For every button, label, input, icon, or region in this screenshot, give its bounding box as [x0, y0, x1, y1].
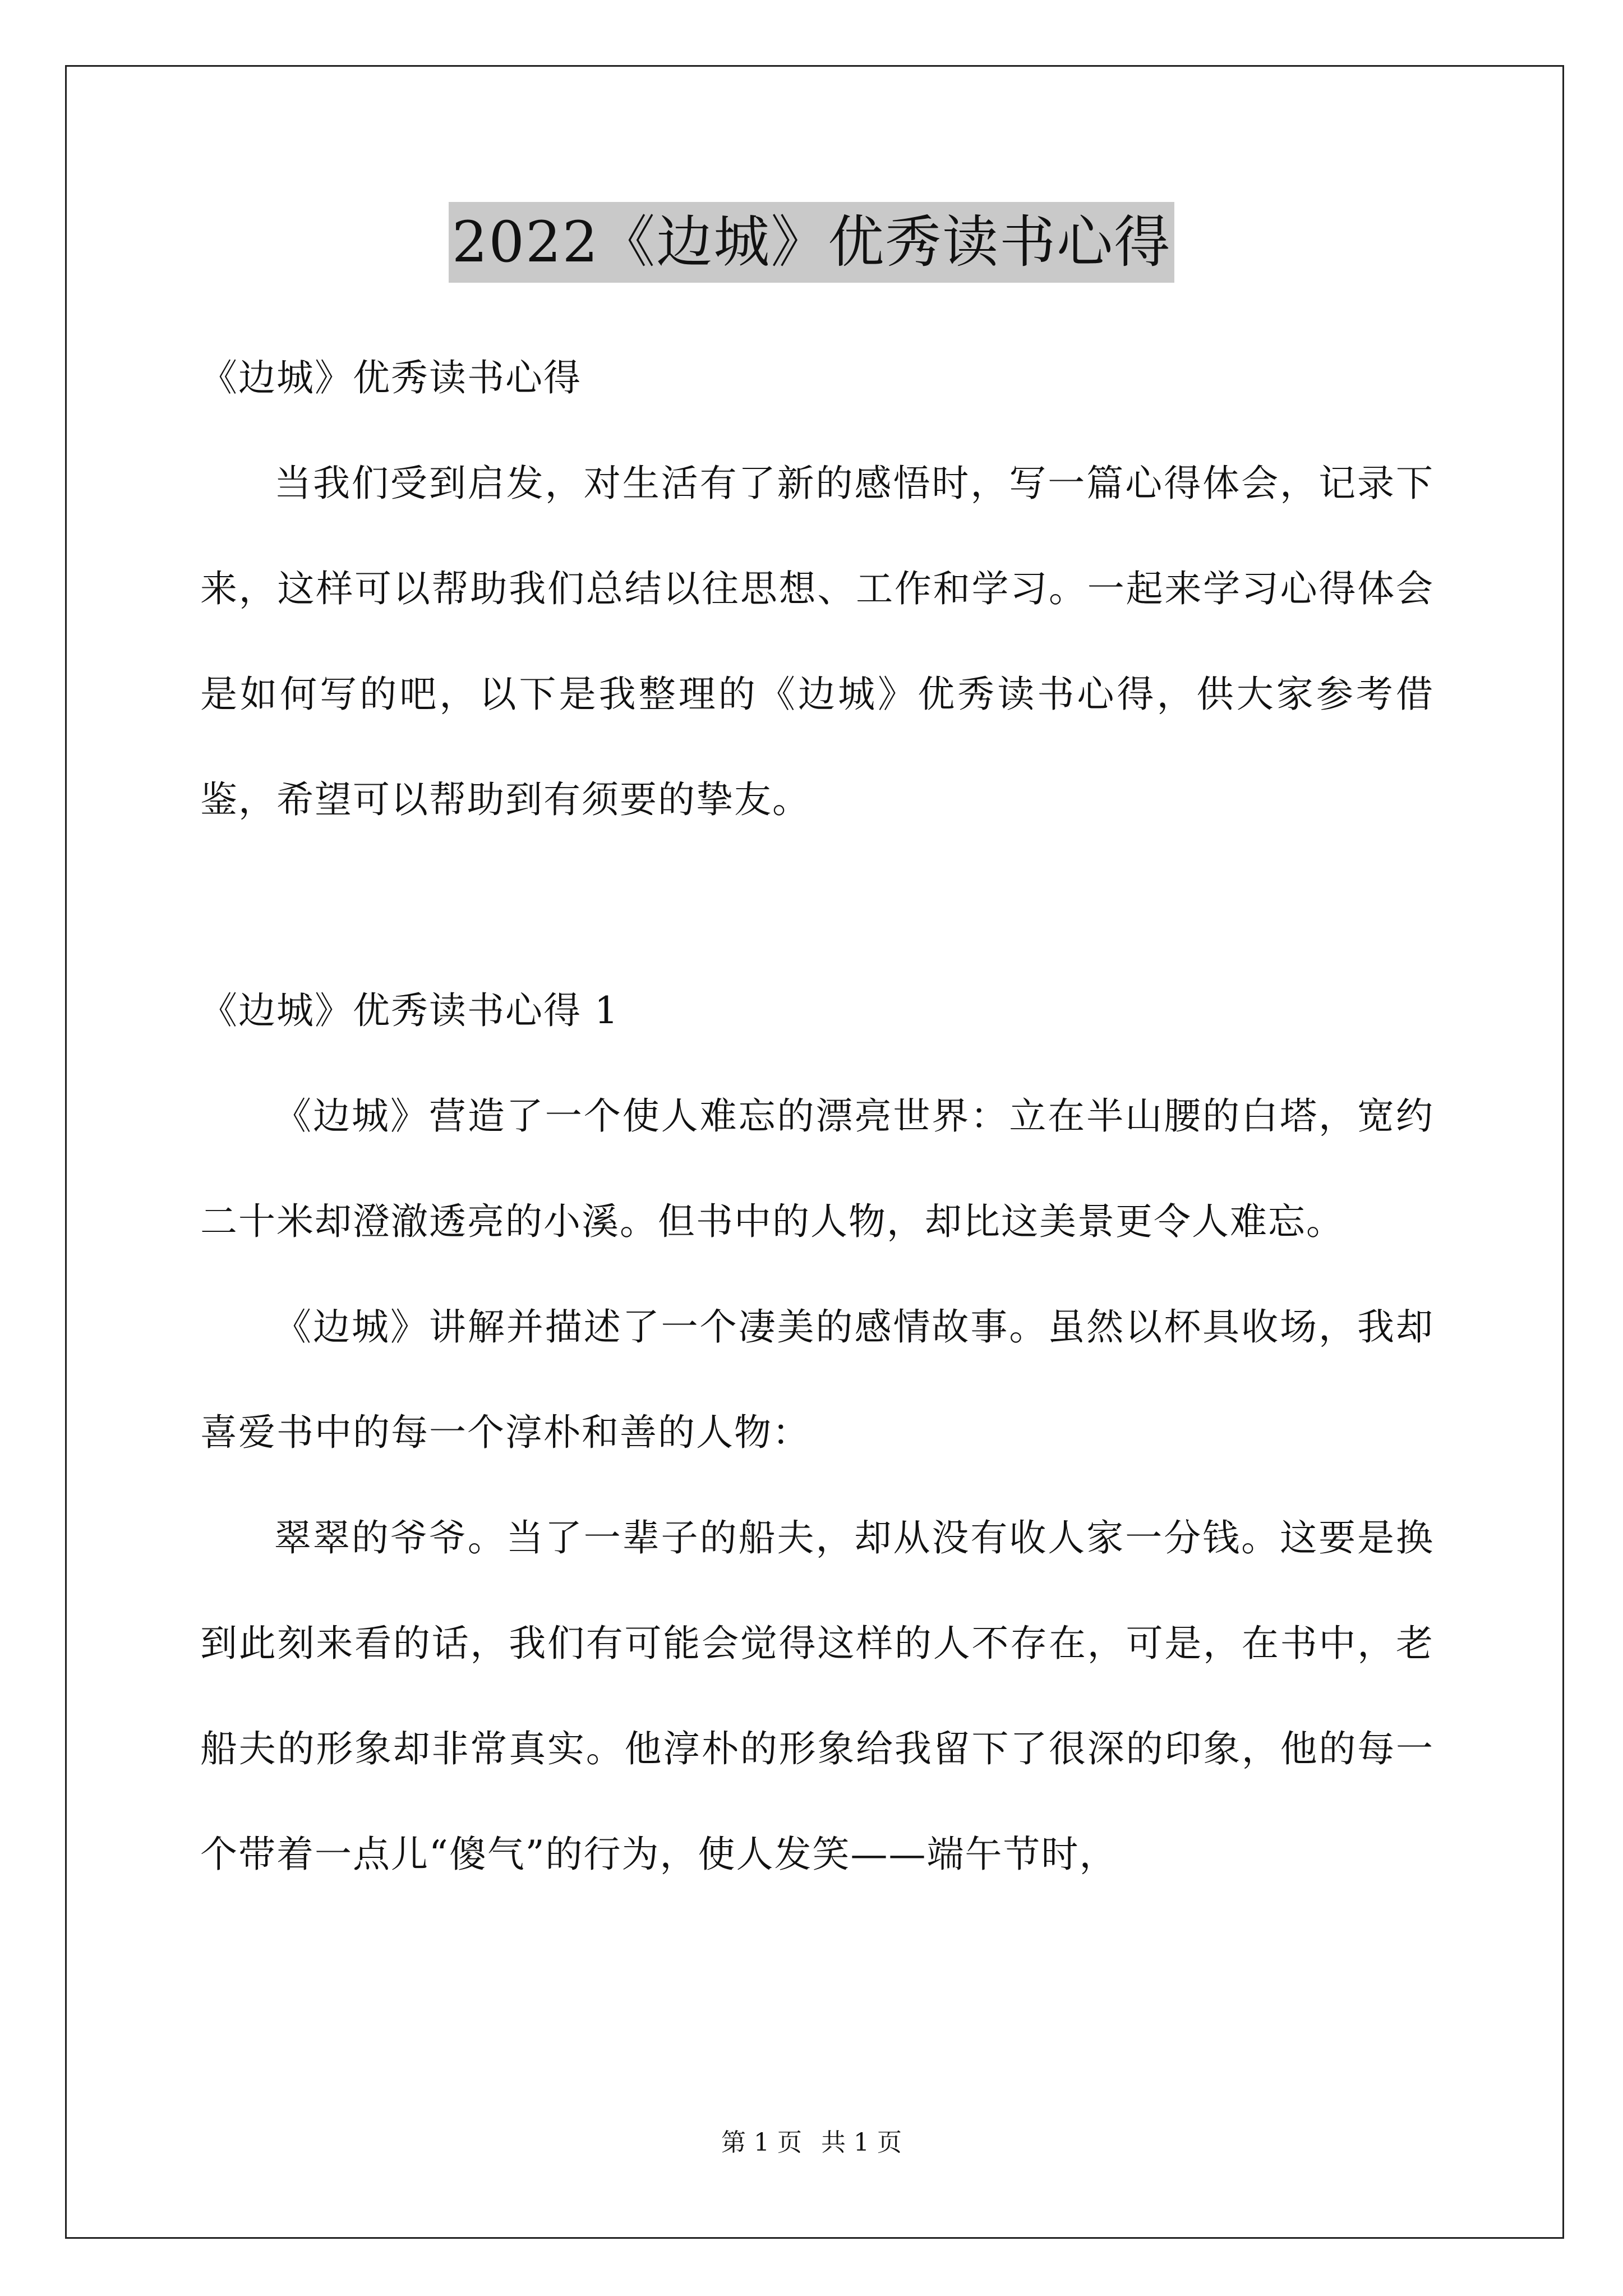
page-total: 共 1 页 [821, 2128, 902, 2157]
page-footer [0, 2126, 1623, 2160]
body-paragraph: 翠翠的爷爷。当了一辈子的船夫，却从没有收人家一分钱。这要是换到此刻来看的话，我们有可能会觉得这样的人不存在，可是，在书中，老船夫的形象却非常真实。他淳朴的形象给我留下了很深的印象，他的每一个带着一点儿“傻气”的行为，使人发笑——端午节时， [200, 1516, 1434, 1876]
section-heading: 《边城》优秀读书心得 [200, 356, 582, 399]
body-paragraph: 《边城》营造了一个使人难忘的漂亮世界：立在半山腰的白塔，宽约二十米却澄澈透亮的小溪。但书中的人物，却比这美景更令人难忘。 [200, 1094, 1434, 1243]
page-number: 第 1 页 [721, 2128, 802, 2157]
body-paragraph: 《边城》讲解并描述了一个凄美的感情故事。虽然以杯具收场，我却喜爱书中的每一个淳朴和善的人物： [200, 1305, 1434, 1454]
title-container [0, 202, 1623, 283]
document-body [200, 325, 1434, 1907]
document-title: 2022《边城》优秀读书心得 [449, 202, 1175, 283]
intro-paragraph: 当我们受到启发，对生活有了新的感悟时，写一篇心得体会，记录下来，这样可以帮助我们总结以往思想、工作和学习。一起来学习心得体会是如何写的吧，以下是我整理的《边城》优秀读书心得，供大家参考借鉴，希望可以帮助到有须要的挚友。 [200, 462, 1434, 821]
blank-line [200, 853, 1434, 958]
section-heading: 《边城》优秀读书心得 1 [200, 989, 619, 1032]
